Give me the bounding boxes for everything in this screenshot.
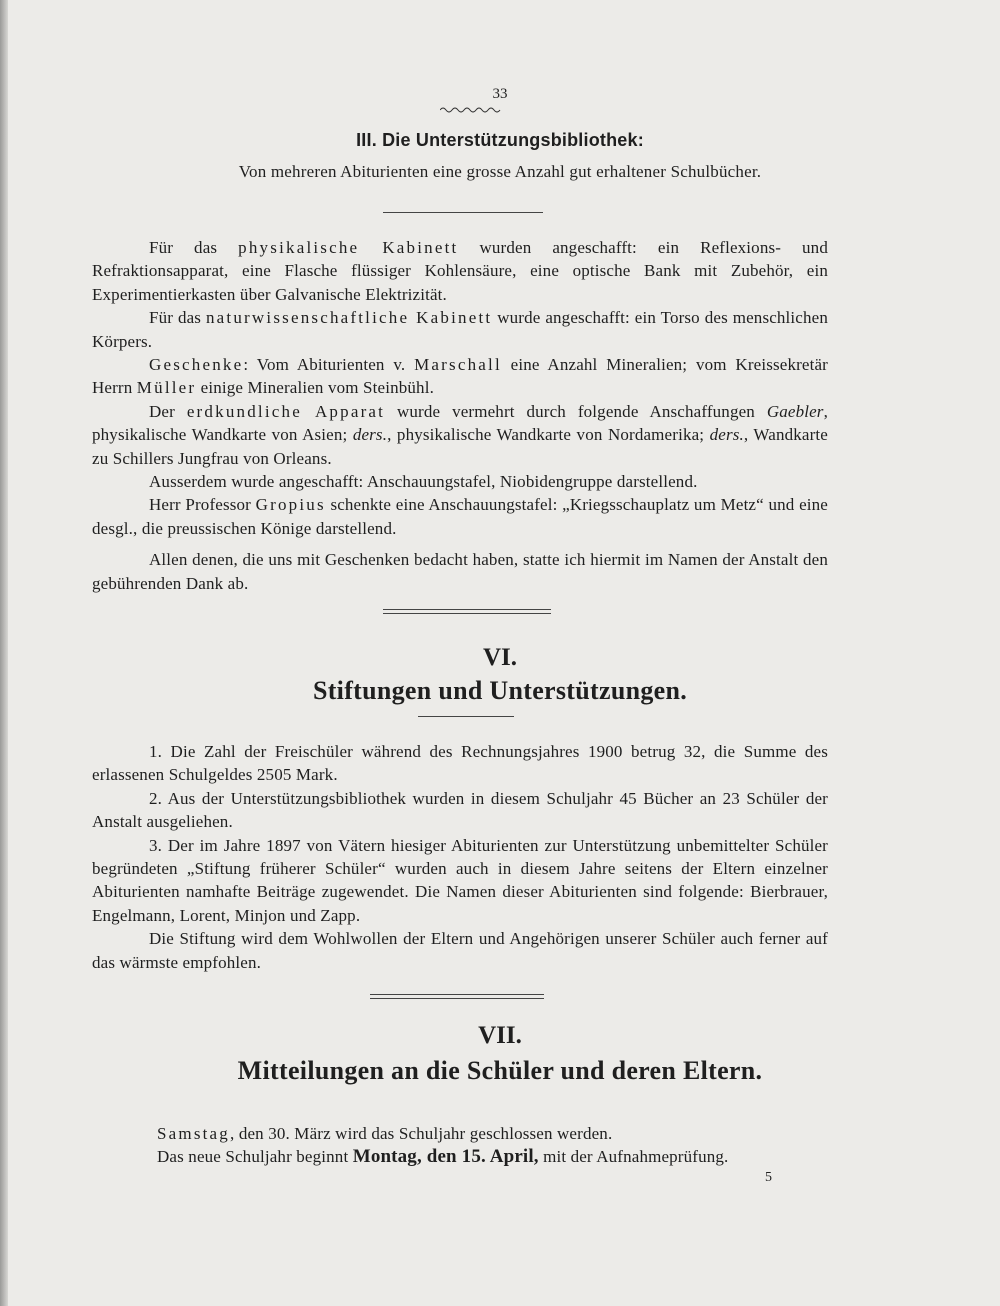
- section-vii-numeral: VII.: [478, 1022, 522, 1049]
- section-vi-body: [92, 740, 828, 974]
- double-rule-bottom: [383, 613, 551, 614]
- gifts-paragraph: Geschenke: Vom Abiturienten v. Marschall eine Anzahl Mineralien; vom Kreissekretär Herrn Müller einige Mineralien vom Steinbühl.: [92, 355, 828, 398]
- geography-apparatus-paragraph: Der erdkundliche Apparat wurde vermehrt durch folgende Anschaffungen Gaebler, physikalische Wandkarte von Asien; ders., physikalische Wandkarte von Nordamerika; ders., Wandkarte zu Schillers Jungfrau von Orleans.: [92, 401, 828, 468]
- free-pupils-paragraph: 1. Die Zahl der Freischüler während des Rechnungsjahres 1900 betrug 32, die Summe des erlassenen Schulgeldes 2505 Mark.: [92, 742, 828, 785]
- school-year-start-line: Das neue Schuljahr beginnt Montag, den 15. April, mit der Aufnahmeprüfung.: [157, 1146, 729, 1168]
- acquisitions-block: [92, 236, 828, 595]
- school-year-end-line: Samstag, den 30. März wird das Schuljahr geschlossen werden.: [157, 1124, 613, 1143]
- double-rule-top-2: [370, 994, 544, 995]
- double-rule-top: [383, 609, 551, 610]
- section-vi-underline: [418, 716, 514, 717]
- recommendation-paragraph: Die Stiftung wird dem Wohlwollen der Eltern und Angehörigen unserer Schüler auch ferner auf das wärmste empfohlen.: [92, 929, 828, 972]
- foundation-paragraph: 3. Der im Jahre 1897 von Vätern hiesiger Abiturienten zur Unterstützung unbemittelter Schüler begründeten „Stiftung früherer Schüler“ wurden auch in diesem Jahre seitens der Eltern einzelner Abiturienten namhafte Beiträge zugewendet. Die Namen dieser Abiturienten sind folgende: Bierbrauer, Engelmann, Lorent, Minjon und Zapp.: [92, 835, 828, 925]
- physics-cabinet-paragraph: Für das physikalische Kabinett wurden angeschafft: ein Reflexions- und Refraktionsapparat, eine Flasche flüssiger Kohlensäure, eine optische Bank mit Zubehör, ein Experimentierkasten über Galvanische Elektrizität.: [92, 238, 828, 304]
- gropius-gift-paragraph: Herr Professor Gropius schenkte eine Anschauungstafel: „Kriegsschauplatz um Metz“ und eine desgl., die preussischen Könige darstellend.: [92, 495, 828, 538]
- section-vii-title: Mitteilungen an die Schüler und deren Eltern.: [237, 1056, 763, 1085]
- wavy-ornament: [440, 106, 502, 114]
- double-rule-bottom-2: [370, 998, 544, 999]
- section-iii-heading: III. Die Unterstützungsbibliothek:: [356, 130, 644, 150]
- additional-purchase-paragraph: Ausserdem wurde angeschafft: Anschauungstafel, Niobidengruppe darstellend.: [149, 472, 698, 492]
- section-vi-title: Stiftungen und Unterstützungen.: [312, 676, 688, 705]
- divider-rule: [383, 212, 543, 213]
- natural-science-cabinet-paragraph: Für das naturwissenschaftliche Kabinett wurde angeschafft: ein Torso des menschlichen Körpers.: [92, 308, 828, 351]
- signature-mark: 5: [765, 1170, 772, 1185]
- library-loans-paragraph: 2. Aus der Unterstützungsbibliothek wurden in diesem Schuljahr 45 Bücher an 23 Schüler der Anstalt ausgeliehen.: [92, 788, 828, 832]
- section-vi-numeral: VI.: [482, 644, 518, 671]
- section-iii-text: Von mehreren Abiturienten eine grosse Anzahl gut erhaltener Schulbücher.: [238, 162, 762, 181]
- page-number: 33: [492, 86, 508, 102]
- section-vii-body: [157, 1122, 847, 1169]
- thanks-paragraph: Allen denen, die uns mit Geschenken bedacht haben, statte ich hiermit im Namen der Anstalt den gebührenden Dank ab.: [92, 550, 828, 593]
